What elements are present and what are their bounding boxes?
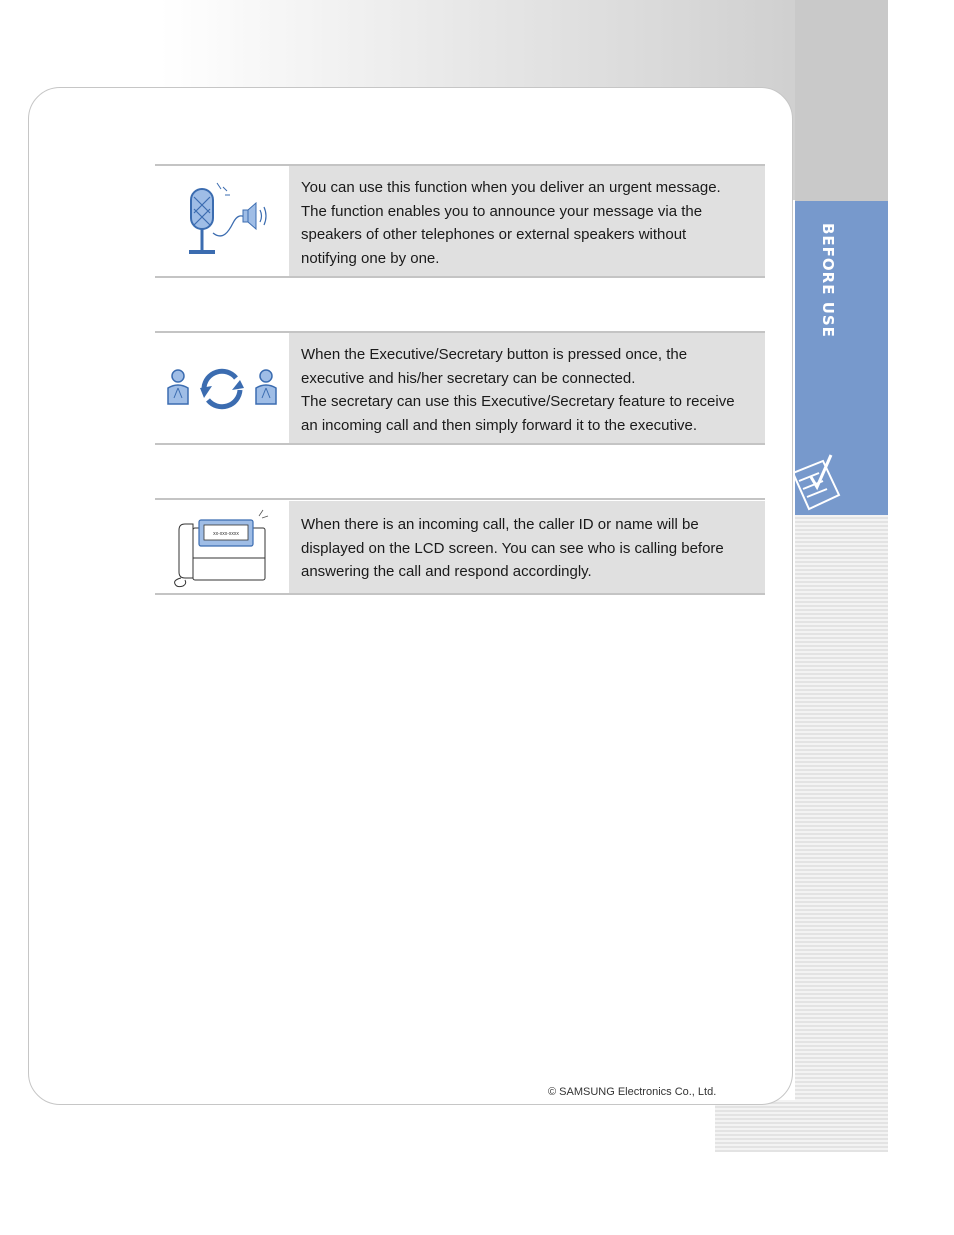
- feature-row-announce: [155, 164, 765, 278]
- text-line: The function enables you to announce your message via the: [301, 202, 703, 220]
- feature-icon-cell: [155, 166, 289, 276]
- feature-row-executive-secretary: [155, 331, 765, 445]
- feature-icon-cell: [155, 333, 289, 443]
- text-line: You can use this function when you deliver an urgent message.: [301, 179, 721, 196]
- text-line: answering the call and respond accordingly.: [301, 563, 592, 580]
- feature-icon-cell: [155, 500, 289, 593]
- text-line: notifying one by one.: [301, 249, 440, 267]
- feature-description: [289, 500, 765, 593]
- text-line: The secretary can use this Executive/Secretary feature to receive: [301, 393, 735, 410]
- side-gray-block: [795, 0, 888, 201]
- feature-description: [289, 333, 765, 443]
- bottom-stripes: [715, 1100, 888, 1152]
- copyright-footer: © SAMSUNG Electronics Co., Ltd.: [548, 1086, 717, 1098]
- text-line: speakers of other telephones or external speakers without: [301, 226, 687, 243]
- text-line: When the Executive/Secretary button is pressed once, the: [301, 346, 688, 363]
- side-tab[interactable]: [795, 201, 888, 515]
- feature-description: [289, 166, 765, 276]
- executive-secretary-swap-icon: [164, 358, 280, 418]
- text-line: displayed on the LCD screen. You can see who is calling before: [301, 539, 724, 557]
- text-line: executive and his/her secretary can be connected.: [301, 369, 636, 387]
- text-line: When there is an incoming call, the caller ID or name will be: [301, 516, 699, 533]
- checklist-icon: [795, 451, 855, 515]
- side-stripes: [795, 515, 888, 1152]
- microphone-speaker-icon: [167, 181, 277, 261]
- side-tab-label: BEFORE USE: [819, 223, 837, 338]
- lcd-screen-text: xx-xxx-xxxx: [213, 530, 239, 537]
- feature-row-caller-id: [155, 498, 765, 595]
- lcd-phone-icon: [167, 504, 277, 590]
- text-line: an incoming call and then simply forward it to the executive.: [301, 416, 698, 434]
